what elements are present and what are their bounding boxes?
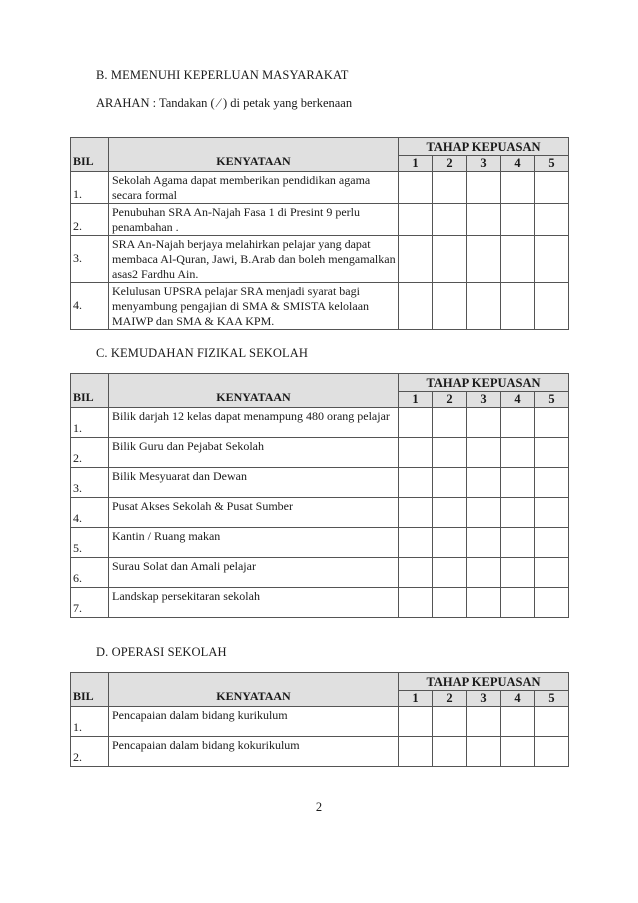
rating-cell-3[interactable] [467, 707, 501, 737]
header-bil: BIL [71, 138, 109, 172]
row-number: 4. [71, 283, 109, 330]
header-scale-3: 3 [467, 156, 501, 172]
header-scale-4: 4 [501, 156, 535, 172]
rating-cell-5[interactable] [535, 438, 569, 468]
table-row [71, 438, 569, 468]
rating-cell-4[interactable] [501, 737, 535, 767]
header-tahap-kepuasan: TAHAP KEPUASAN [399, 374, 569, 392]
header-scale-2: 2 [433, 156, 467, 172]
rating-cell-5[interactable] [535, 236, 569, 283]
rating-cell-2[interactable] [433, 236, 467, 283]
rating-cell-1[interactable] [399, 236, 433, 283]
row-number: 1. [71, 408, 109, 438]
header-scale-2: 2 [433, 691, 467, 707]
table-row [71, 558, 569, 588]
rating-cell-5[interactable] [535, 408, 569, 438]
row-statement: Surau Solat dan Amali pelajar [109, 558, 399, 588]
row-statement: Pencapaian dalam bidang kurikulum [109, 707, 399, 737]
rating-cell-2[interactable] [433, 468, 467, 498]
header-bil: BIL [71, 673, 109, 707]
rating-cell-2[interactable] [433, 588, 467, 618]
rating-cell-2[interactable] [433, 737, 467, 767]
table-row [71, 172, 569, 204]
header-scale-4: 4 [501, 392, 535, 408]
rating-cell-3[interactable] [467, 236, 501, 283]
header-scale-4: 4 [501, 691, 535, 707]
table-row [71, 737, 569, 767]
rating-cell-4[interactable] [501, 408, 535, 438]
rating-cell-4[interactable] [501, 283, 535, 330]
row-number: 5. [71, 528, 109, 558]
row-statement: Sekolah Agama dapat memberikan pendidikan agama secara formal [109, 172, 399, 204]
rating-cell-3[interactable] [467, 283, 501, 330]
rating-cell-4[interactable] [501, 588, 535, 618]
rating-cell-3[interactable] [467, 408, 501, 438]
table-row [71, 236, 569, 283]
header-scale-3: 3 [467, 392, 501, 408]
rating-cell-2[interactable] [433, 283, 467, 330]
header-kenyataan: KENYATAAN [109, 673, 399, 707]
section-b-title: B. MEMENUHI KEPERLUAN MASYARAKAT [96, 68, 349, 82]
row-number: 4. [71, 498, 109, 528]
row-number: 2. [71, 204, 109, 236]
row-statement: SRA An-Najah berjaya melahirkan pelajar yang dapat membaca Al-Quran, Jawi, B.Arab dan boleh mengamalkan asas2 Fardhu Ain. [109, 236, 399, 283]
row-number: 7. [71, 588, 109, 618]
rating-cell-2[interactable] [433, 498, 467, 528]
rating-cell-3[interactable] [467, 558, 501, 588]
header-scale-1: 1 [399, 691, 433, 707]
row-number: 3. [71, 236, 109, 283]
rating-cell-5[interactable] [535, 172, 569, 204]
rating-cell-4[interactable] [501, 558, 535, 588]
rating-cell-2[interactable] [433, 558, 467, 588]
rating-cell-1[interactable] [399, 438, 433, 468]
rating-cell-1[interactable] [399, 707, 433, 737]
rating-cell-3[interactable] [467, 588, 501, 618]
table-row [71, 468, 569, 498]
table-row [71, 283, 569, 330]
header-scale-5: 5 [535, 156, 569, 172]
rating-cell-4[interactable] [501, 468, 535, 498]
rating-cell-4[interactable] [501, 172, 535, 204]
rating-cell-3[interactable] [467, 468, 501, 498]
section-c-title: C. KEMUDAHAN FIZIKAL SEKOLAH [96, 346, 309, 360]
header-scale-5: 5 [535, 392, 569, 408]
row-number: 3. [71, 468, 109, 498]
row-statement: Kantin / Ruang makan [109, 528, 399, 558]
rating-cell-4[interactable] [501, 707, 535, 737]
rating-cell-5[interactable] [535, 558, 569, 588]
row-statement: Bilik darjah 12 kelas dapat menampung 480 orang pelajar [109, 408, 399, 438]
rating-cell-4[interactable] [501, 528, 535, 558]
rating-cell-5[interactable] [535, 737, 569, 767]
rating-cell-3[interactable] [467, 204, 501, 236]
table-row [71, 588, 569, 618]
header-tahap-kepuasan: TAHAP KEPUASAN [399, 138, 569, 156]
rating-cell-1[interactable] [399, 737, 433, 767]
rating-cell-2[interactable] [433, 204, 467, 236]
header-scale-5: 5 [535, 691, 569, 707]
header-scale-1: 1 [399, 392, 433, 408]
rating-cell-2[interactable] [433, 172, 467, 204]
rating-cell-3[interactable] [467, 172, 501, 204]
header-scale-1: 1 [399, 156, 433, 172]
rating-cell-3[interactable] [467, 498, 501, 528]
page-number: 2 [315, 800, 323, 814]
rating-cell-1[interactable] [399, 408, 433, 438]
header-bil: BIL [71, 374, 109, 408]
row-statement: Penubuhan SRA An-Najah Fasa 1 di Presint 9 perlu penambahan . [109, 204, 399, 236]
rating-cell-5[interactable] [535, 468, 569, 498]
row-number: 1. [71, 707, 109, 737]
rating-cell-2[interactable] [433, 707, 467, 737]
table-row [71, 204, 569, 236]
header-scale-3: 3 [467, 691, 501, 707]
row-statement: Bilik Guru dan Pejabat Sekolah [109, 438, 399, 468]
rating-cell-3[interactable] [467, 528, 501, 558]
rating-cell-1[interactable] [399, 283, 433, 330]
section-c-table [70, 373, 569, 618]
section-d-table [70, 672, 569, 767]
rating-cell-1[interactable] [399, 528, 433, 558]
header-kenyataan: KENYATAAN [109, 374, 399, 408]
row-number: 1. [71, 172, 109, 204]
rating-cell-1[interactable] [399, 558, 433, 588]
rating-cell-3[interactable] [467, 737, 501, 767]
row-statement: Landskap persekitaran sekolah [109, 588, 399, 618]
table-row [71, 408, 569, 438]
row-statement: Pencapaian dalam bidang kokurikulum [109, 737, 399, 767]
row-number: 6. [71, 558, 109, 588]
rating-cell-5[interactable] [535, 528, 569, 558]
rating-cell-2[interactable] [433, 408, 467, 438]
rating-cell-4[interactable] [501, 438, 535, 468]
rating-cell-1[interactable] [399, 204, 433, 236]
header-tahap-kepuasan: TAHAP KEPUASAN [399, 673, 569, 691]
rating-cell-3[interactable] [467, 438, 501, 468]
header-kenyataan: KENYATAAN [109, 138, 399, 172]
rating-cell-4[interactable] [501, 204, 535, 236]
row-number: 2. [71, 438, 109, 468]
rating-cell-4[interactable] [501, 236, 535, 283]
section-d-title: D. OPERASI SEKOLAH [96, 645, 227, 659]
rating-cell-1[interactable] [399, 468, 433, 498]
instruction-text: ARAHAN : Tandakan ( ⁄ ) di petak yang berkenaan [96, 96, 353, 110]
rating-cell-4[interactable] [501, 498, 535, 528]
section-b-table [70, 137, 569, 330]
header-scale-2: 2 [433, 392, 467, 408]
row-statement: Bilik Mesyuarat dan Dewan [109, 468, 399, 498]
rating-cell-1[interactable] [399, 172, 433, 204]
table-row [71, 498, 569, 528]
rating-cell-5[interactable] [535, 588, 569, 618]
row-statement: Pusat Akses Sekolah & Pusat Sumber [109, 498, 399, 528]
rating-cell-1[interactable] [399, 498, 433, 528]
rating-cell-1[interactable] [399, 588, 433, 618]
rating-cell-5[interactable] [535, 707, 569, 737]
row-number: 2. [71, 737, 109, 767]
table-row [71, 528, 569, 558]
rating-cell-2[interactable] [433, 438, 467, 468]
rating-cell-5[interactable] [535, 498, 569, 528]
rating-cell-5[interactable] [535, 283, 569, 330]
rating-cell-2[interactable] [433, 528, 467, 558]
rating-cell-5[interactable] [535, 204, 569, 236]
table-row [71, 707, 569, 737]
row-statement: Kelulusan UPSRA pelajar SRA menjadi syarat bagi menyambung pengajian di SMA & SMISTA kelolaan MAIWP dan SMA & KAA KPM. [109, 283, 399, 330]
